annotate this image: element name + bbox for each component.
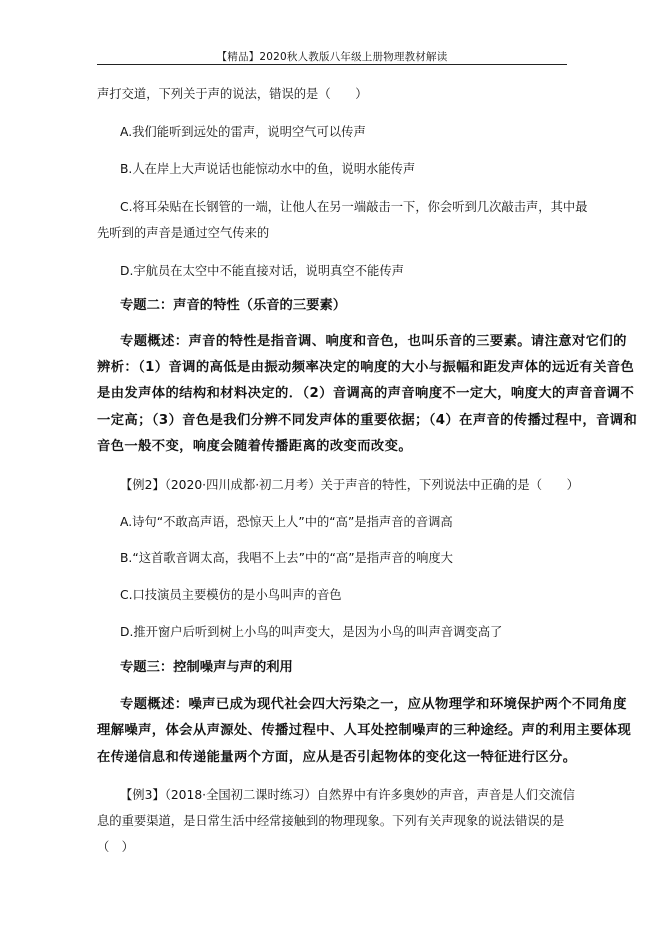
example-2-option-a: A.诗句“不敢高声语，恐惊天上人”中的“高”是指声音的音调高 <box>120 515 453 529</box>
question-stem-continuation: 声打交道，下列关于声的说法，错误的是（ ） <box>97 87 368 101</box>
option-d: D.宇航员在太空中不能直接对话，说明真空不能传声 <box>120 264 404 278</box>
option-c-continuation: 先听到的声音是通过空气传来的 <box>97 226 270 240</box>
example-3-question-line-1: 【例3】（2018·全国初二课时练习）自然界中有许多奥妙的声音，声音是人们交流信 <box>120 788 575 802</box>
topic-3-overview-line-3: 在传递信息和传递能量两个方面，应从是否引起物体的变化这一特征进行区分。 <box>97 750 577 765</box>
topic-2-overview-line-1: 专题概述：声音的特性是指音调、响度和音色，也叫乐音的三要素。请注意对它们的 <box>120 334 627 349</box>
topic-3-overview-line-2: 理解噪声，体会从声源处、传播过程中、人耳处控制噪声的三种途经。声的利用主要体现 <box>97 723 632 738</box>
page-header: 【精品】2020秋人教版八年级上册物理教材解读 <box>216 51 448 63</box>
section-heading-topic-3: 专题三：控制噪声与声的利用 <box>120 660 293 675</box>
topic-2-overview-line-4: 一定高；（3）音色是我们分辨不同发声体的重要依据；（4）在声音的传播过程中，音调和 <box>97 413 638 428</box>
topic-2-overview-line-5: 音色一般不变，响度会随着传播距离的改变而改变。 <box>97 439 413 454</box>
section-heading-topic-2: 专题二：声音的特性（乐音的三要素） <box>120 298 347 313</box>
option-a: A.我们能听到远处的雷声，说明空气可以传声 <box>120 125 366 139</box>
topic-2-overview-line-2: 辨析：（1）音调的高低是由振动频率决定的响度的大小与振幅和距发声体的远近有关音色 <box>97 360 635 375</box>
topic-2-overview-line-3: 是由发声体的结构和材料决定的．（2）音调高的声音响度不一定大，响度大的声音音调不 <box>97 386 635 401</box>
example-2-option-d: D.推开窗户后听到树上小鸟的叫声变大，是因为小鸟的叫声音调变高了 <box>120 625 503 639</box>
example-2-option-b: B.“这首歌音调太高，我唱不上去”中的“高”是指声音的响度大 <box>120 551 453 565</box>
example-3-answer-blank: （ ） <box>97 840 134 854</box>
option-b: B.人在岸上大声说话也能惊动水中的鱼，说明水能传声 <box>120 162 416 176</box>
option-c: C.将耳朵贴在长钢管的一端，让他人在另一端敲击一下，你会听到几次敲击声，其中最 <box>120 200 588 214</box>
example-3-question-line-2: 息的重要渠道，是日常生活中经常接触到的物理现象。下列有关声现象的说法错误的是 <box>97 814 565 828</box>
example-2-option-c: C.口技演员主要模仿的是小鸟叫声的音色 <box>120 588 342 602</box>
topic-3-overview-line-1: 专题概述：噪声已成为现代社会四大污染之一，应从物理学和环境保护两个不同角度 <box>120 697 627 712</box>
header-divider <box>97 64 567 65</box>
example-2-question: 【例2】（2020·四川成都·初二月考）关于声音的特性，下列说法中正确的是（ ） <box>120 478 579 492</box>
